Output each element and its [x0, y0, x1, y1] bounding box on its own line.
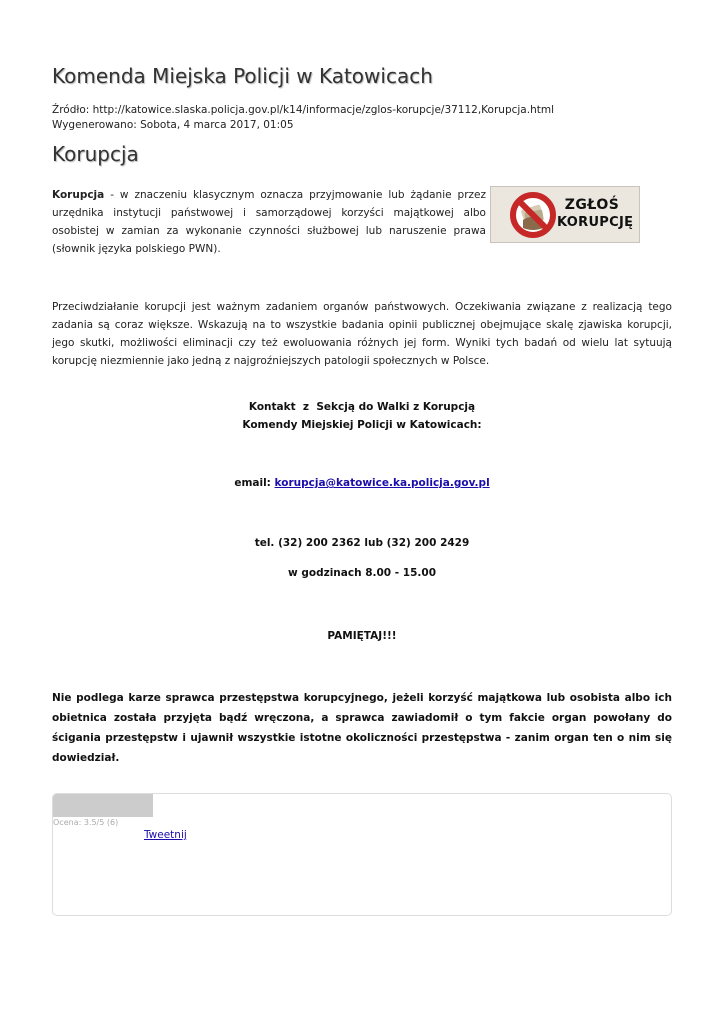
- intro-paragraph: [52, 186, 486, 258]
- generated-line: Wygenerowano: Sobota, 4 marca 2017, 01:05: [52, 119, 294, 131]
- tweet-link[interactable]: Tweetnij: [144, 829, 187, 841]
- no-bribe-icon: [509, 190, 557, 240]
- banner-line-2: KORUPCJĘ: [557, 215, 634, 230]
- remember-heading: PAMIĘTAJ!!!: [327, 630, 397, 642]
- site-title: Komenda Miejska Policji w Katowicach: [52, 64, 433, 88]
- rating-text: Ocena: 3.5/5 (6): [53, 818, 119, 827]
- office-hours: w godzinach 8.00 - 15.00: [287, 567, 436, 579]
- contact-heading: [52, 398, 672, 434]
- social-box: [52, 793, 672, 916]
- document-meta: [52, 103, 554, 133]
- contact-line-2: Komendy Miejskiej Policji w Katowicach:: [242, 419, 482, 431]
- phone-line: tel. (32) 200 2362 lub (32) 200 2429: [254, 537, 470, 549]
- report-corruption-banner[interactable]: [490, 186, 640, 243]
- body-paragraph: Przeciwdziałanie korupcji jest ważnym zadaniem organów państwowych. Oczekiwania związane z realizacją tego zadania są coraz większe. Wskazują na to wszystkie badania opinii publicznej obejmujące skalę zjawiska korupcji, jego skutki, możliwości eliminacji czy też ewoluowania różnych jej form. Wyniki tych badań od wielu lat sytuują korupcję niezmiennie jako jedną z najgroźniejszych patologii społecznych w Polsce.: [52, 301, 672, 367]
- intro-text: - w znaczeniu klasycznym oznacza przyjmowanie lub żądanie przez urzędnika instytucji państwowej i samorządowej korzyści majątkowej albo osobistej w zamian za wykonanie czynności służbowej lub naruszenie prawa (słownik języka polskiego PWN).: [52, 189, 486, 255]
- email-label: email:: [234, 477, 275, 489]
- intro-term: Korupcja: [52, 189, 105, 201]
- contact-line-1: Kontakt z Sekcją do Walki z Korupcją: [248, 401, 476, 413]
- rating-bar[interactable]: [53, 794, 153, 817]
- banner-line-1: ZGŁOŚ: [564, 197, 620, 213]
- article-title: Korupcja: [52, 142, 139, 166]
- banner-text: [557, 197, 634, 231]
- email-link[interactable]: korupcja@katowice.ka.policja.gov.pl: [274, 477, 490, 489]
- legal-warning: Nie podlega karze sprawca przestępstwa korupcyjnego, jeżeli korzyść majątkowa lub osobista albo ich obietnica została przyjęta bądź wręczona, a sprawca zawiadomił o tym fakcie organ powołany do ścigania przestępstw i ujawnił wszystkie istotne okoliczności przestępstwa - zanim organ ten o nim się dowiedział.: [52, 692, 672, 764]
- source-line: Źródło: http://katowice.slaska.policja.gov.pl/k14/informacje/zglos-korupcje/37112,Korupcja.html: [52, 104, 554, 116]
- email-line: [52, 477, 672, 489]
